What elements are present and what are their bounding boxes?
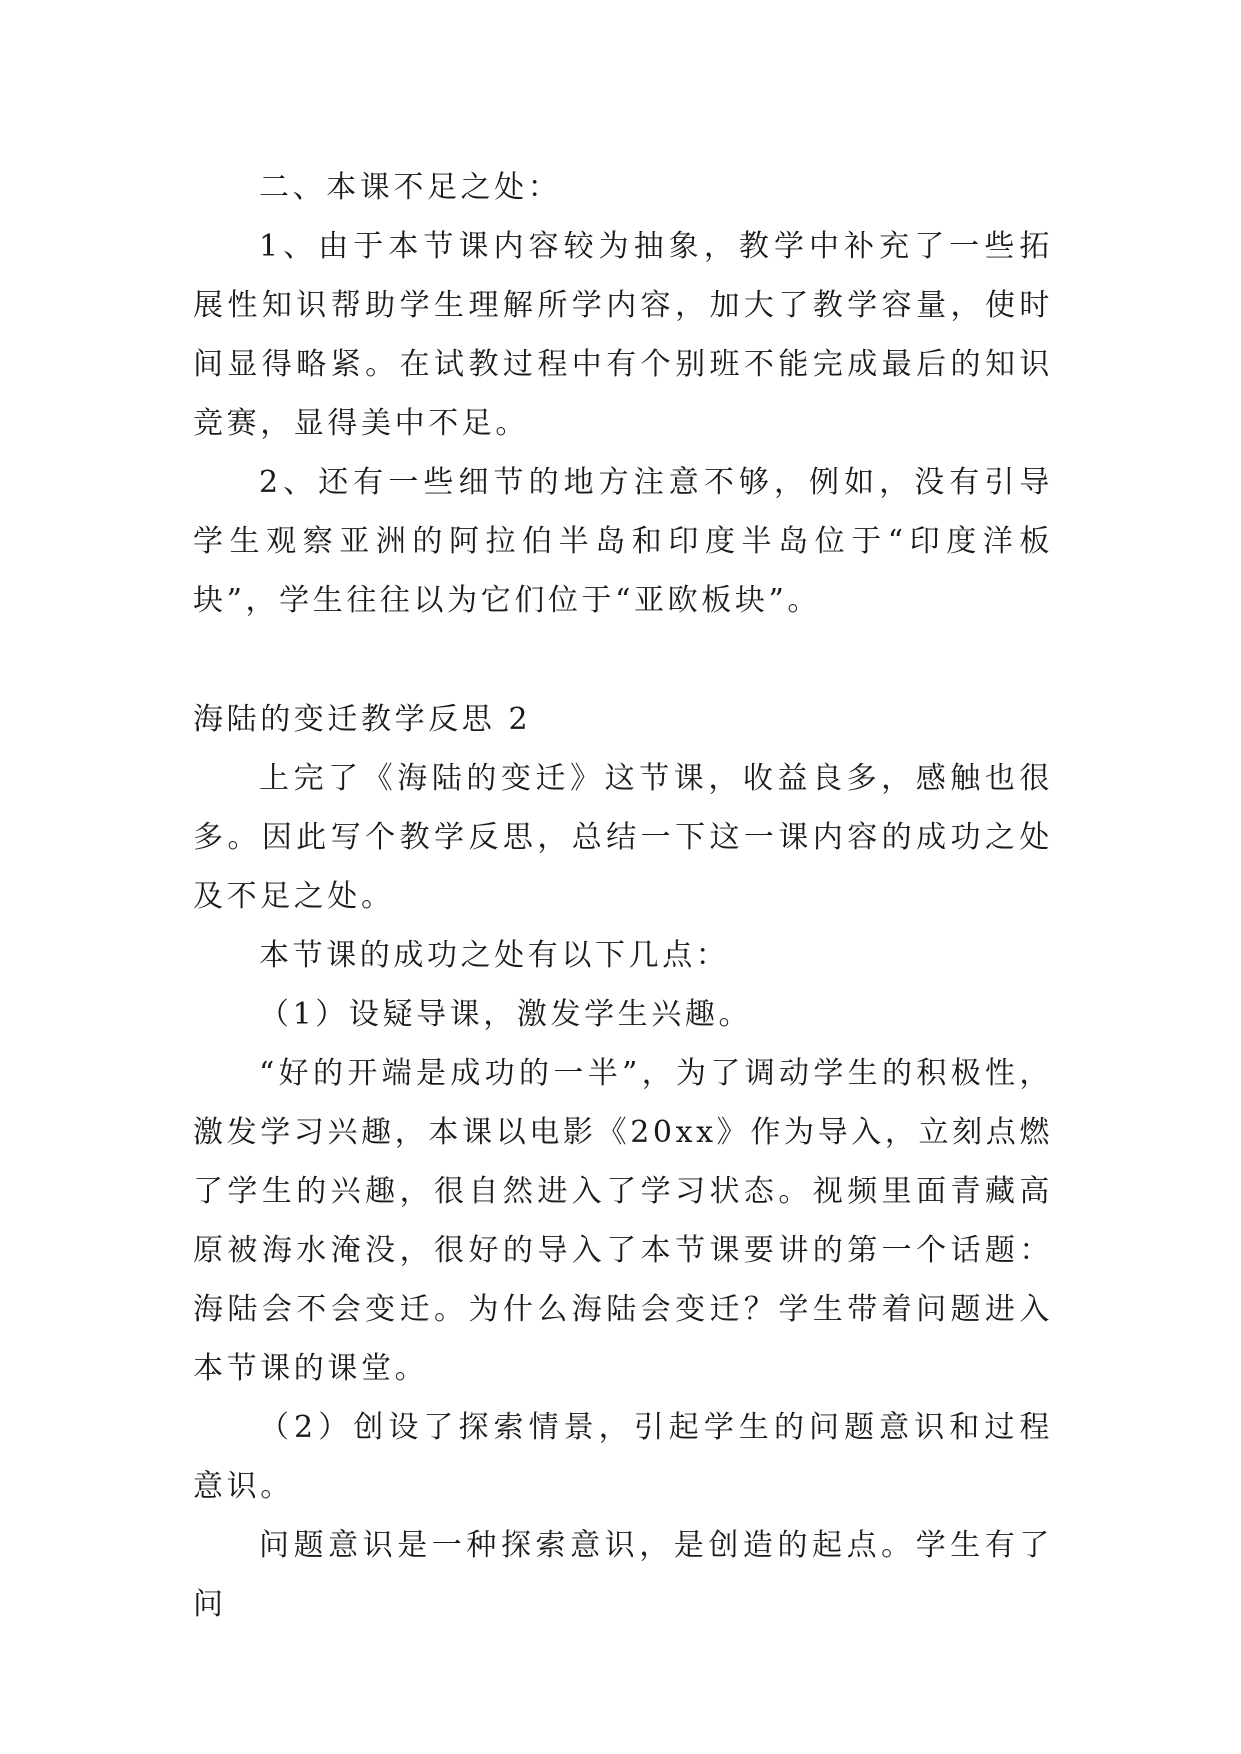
paragraph-point-1: （1）设疑导课，激发学生兴趣。 [259, 997, 753, 1032]
article-title: 海陆的变迁教学反思 2 [193, 702, 532, 737]
paragraph-shortcoming-1: 1、由于本节课内容较为抽象，教学中补充了一些拓展性知识帮助学生理解所学内容，加大了教学容量，使时间显得略紧。在试教过程中有个别班不能完成最后的知识竞赛，显得美中不足。 [193, 229, 1053, 441]
paragraph-success-heading: 本节课的成功之处有以下几点： [259, 938, 730, 973]
paragraph-point-2-detail: 问题意识是一种探索意识，是创造的起点。学生有了问 [193, 1528, 1053, 1622]
paragraph-point-2: （2）创设了探索情景，引起学生的问题意识和过程意识。 [193, 1410, 1053, 1504]
paragraph-point-1-detail: “好的开端是成功的一半”，为了调动学生的积极性，激发学习兴趣，本课以电影《20xx》作为导入，立刻点燃了学生的兴趣，很自然进入了学习状态。视频里面青藏高原被海水淹没，很好的导入了本节课要讲的第一个话题：海陆会不会变迁。为什么海陆会变迁？学生带着问题进入本节课的课堂。 [193, 1056, 1053, 1386]
paragraph-shortcoming-2: 2、还有一些细节的地方注意不够，例如，没有引导学生观察亚洲的阿拉伯半岛和印度半岛位于“印度洋板块”，学生往往以为它们位于“亚欧板块”。 [193, 465, 1053, 618]
document-body [193, 158, 1053, 1634]
section-heading-shortcomings: 二、本课不足之处： [259, 170, 562, 205]
paragraph-intro: 上完了《海陆的变迁》这节课，收益良多，感触也很多。因此写个教学反思，总结一下这一课内容的成功之处及不足之处。 [193, 761, 1053, 914]
